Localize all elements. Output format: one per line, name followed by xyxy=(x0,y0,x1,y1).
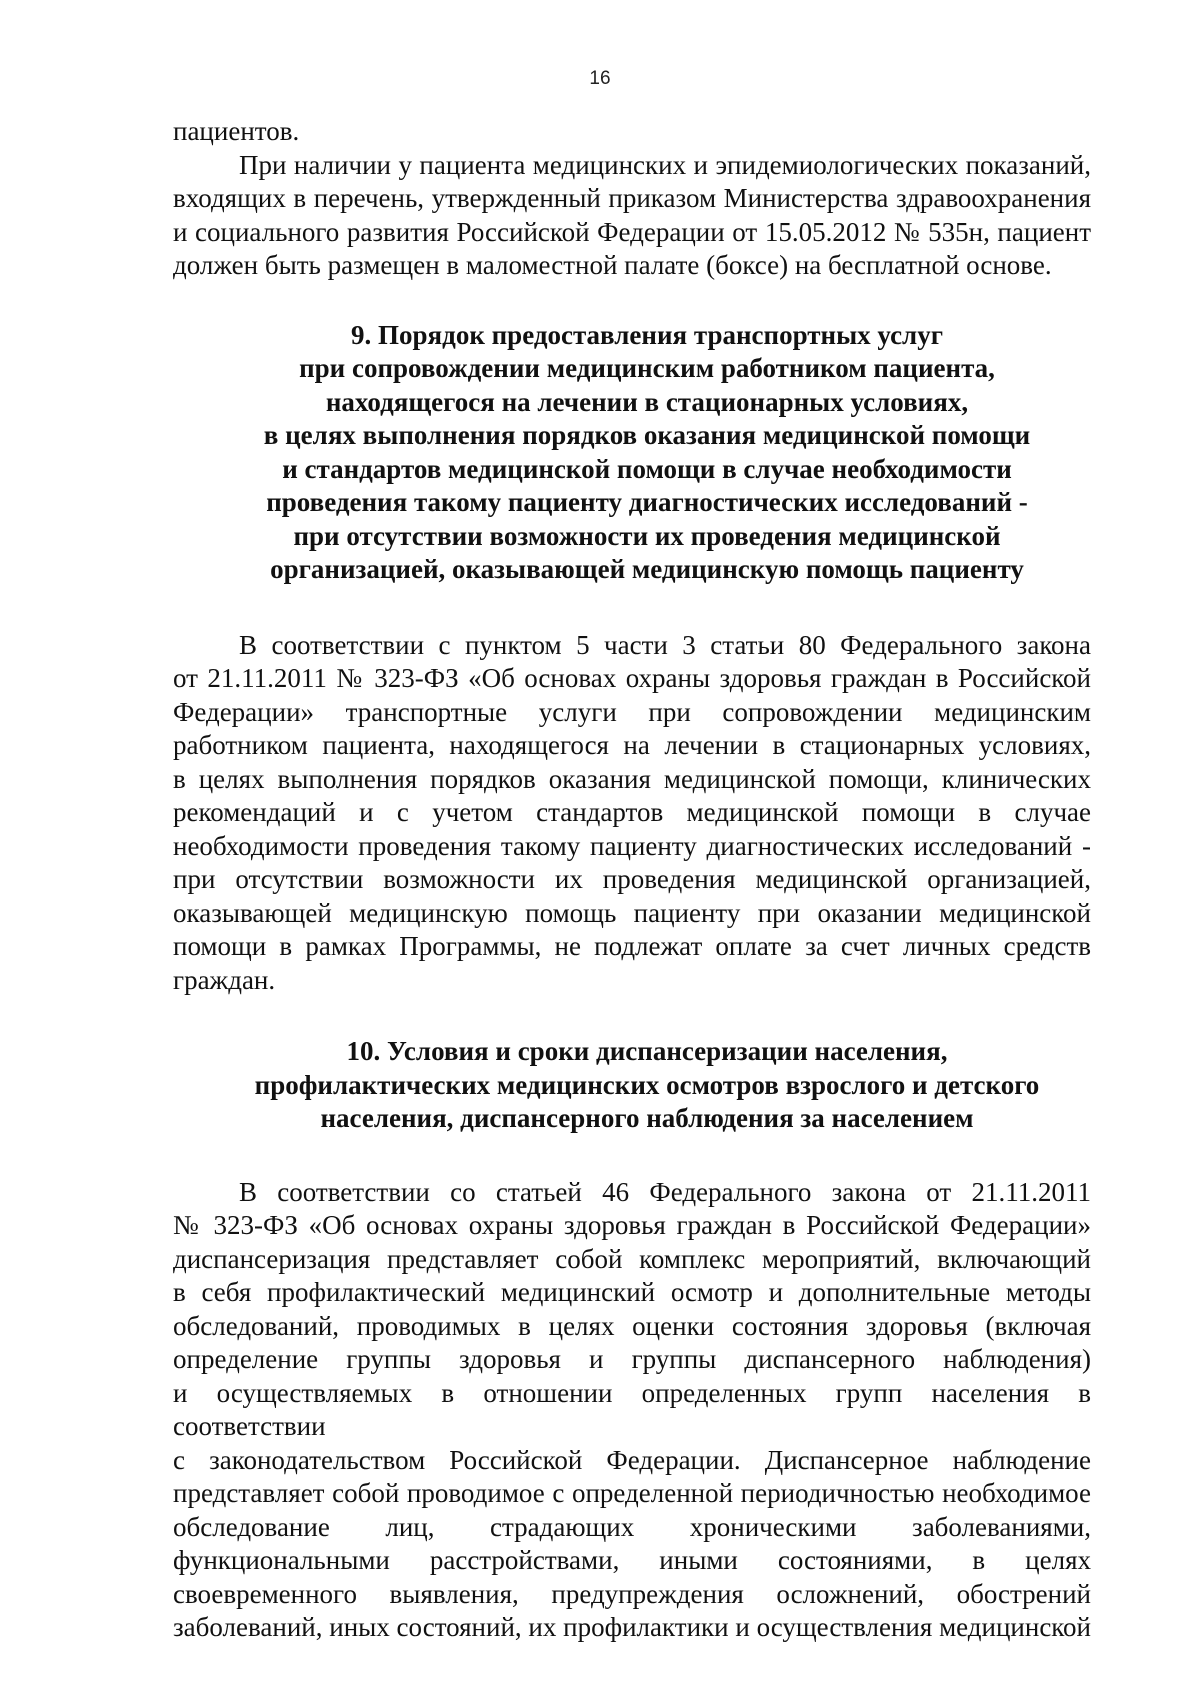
paragraph-line: при отсутствии возможности их проведения медицинской организацией, xyxy=(173,864,1091,894)
heading-line: при отсутствии возможности их проведения медицинской xyxy=(293,520,1001,551)
heading-line: проведения такому пациенту диагностических исследований - xyxy=(266,487,1028,517)
paragraph-line: представляет собой проводимое с определенной периодичностью необходимое xyxy=(173,1478,1091,1508)
paragraph-line: В соответствии со статьей 46 Федерального закона от 21.11.2011 xyxy=(239,1176,1091,1207)
paragraph-line: в целях выполнения порядков оказания медицинской помощи, клинических xyxy=(173,763,1091,794)
paragraph-line: и социального развития Российской Федерации от 15.05.2012 № 535н, пациент xyxy=(173,216,1091,247)
intro-paragraph xyxy=(173,115,1091,283)
section-9-heading xyxy=(203,319,1091,587)
paragraph-line: В соответствии с пунктом 5 части 3 статьи 80 Федерального закона xyxy=(239,629,1091,660)
heading-line: населения, диспансерного наблюдения за населением xyxy=(320,1103,974,1133)
page-number: 16 xyxy=(589,68,611,89)
paragraph-line: с законодательством Российской Федерации. Диспансерное наблюдение xyxy=(173,1444,1091,1475)
heading-line: в целях выполнения порядков оказания медицинской помощи xyxy=(263,420,1031,450)
heading-line: при сопровождении медицинским работником пациента, xyxy=(299,353,995,383)
document-body xyxy=(173,115,1091,1645)
paragraph-line: своевременного выявления, предупреждения осложнений, обострений xyxy=(173,1578,1091,1609)
paragraph-line: работником пациента, находящегося на лечении в стационарных условиях, xyxy=(173,730,1091,760)
paragraph-line: заболеваний, иных состояний, их профилактики и осуществления медицинской xyxy=(173,1612,1091,1642)
paragraph-line: от 21.11.2011 № 323-ФЗ «Об основах охраны здоровья граждан в Российской xyxy=(173,663,1091,693)
paragraph-line: и осуществляемых в отношении определенных групп населения в соответствии xyxy=(173,1377,1091,1441)
paragraph-line: определение группы здоровья и группы диспансерного наблюдения) xyxy=(173,1344,1091,1374)
section-10-paragraph xyxy=(173,1176,1091,1645)
paragraph-line: обследование лиц, страдающих хроническими заболеваниями, xyxy=(173,1511,1091,1542)
paragraph-line: необходимости проведения такому пациенту диагностических исследований - xyxy=(173,830,1091,861)
section-9-paragraph xyxy=(173,629,1091,998)
heading-line: и стандартов медицинской помощи в случае необходимости xyxy=(282,453,1012,484)
paragraph-line: При наличии у пациента медицинских и эпидемиологических показаний, xyxy=(239,149,1091,180)
paragraph-line: граждан. xyxy=(173,964,276,995)
paragraph-line: обследований, проводимых в целях оценки состояния здоровья (включая xyxy=(173,1310,1091,1341)
paragraph-line: № 323-ФЗ «Об основах охраны здоровья граждан в Российской Федерации» xyxy=(173,1210,1091,1240)
heading-line: 10. Условия и сроки диспансеризации населения, xyxy=(346,1036,948,1066)
heading-line: находящегося на лечении в стационарных условиях, xyxy=(325,386,969,417)
paragraph-line: оказывающей медицинскую помощь пациенту при оказании медицинской xyxy=(173,897,1091,928)
paragraph-line: функциональными расстройствами, иными состояниями, в целях xyxy=(173,1545,1091,1575)
paragraph-line: помощи в рамках Программы, не подлежат оплате за счет личных средств xyxy=(173,931,1091,961)
heading-line: организацией, оказывающей медицинскую помощь пациенту xyxy=(270,554,1024,584)
paragraph-line: пациентов. xyxy=(173,116,300,146)
paragraph-line: входящих в перечень, утвержденный приказом Министерства здравоохранения xyxy=(173,183,1091,213)
paragraph-line: должен быть размещен в маломестной палате (боксе) на бесплатной основе. xyxy=(173,250,1052,280)
paragraph-line: в себя профилактический медицинский осмотр и дополнительные методы xyxy=(173,1277,1091,1307)
paragraph-line: рекомендаций и с учетом стандартов медицинской помощи в случае xyxy=(173,797,1091,827)
heading-line: профилактических медицинских осмотров взрослого и детского xyxy=(254,1069,1040,1100)
paragraph-line: Федерации» транспортные услуги при сопровождении медицинским xyxy=(173,696,1091,727)
heading-line: 9. Порядок предоставления транспортных услуг xyxy=(351,319,943,350)
section-10-heading xyxy=(203,1035,1091,1136)
paragraph-line: диспансеризация представляет собой комплекс мероприятий, включающий xyxy=(173,1243,1091,1274)
